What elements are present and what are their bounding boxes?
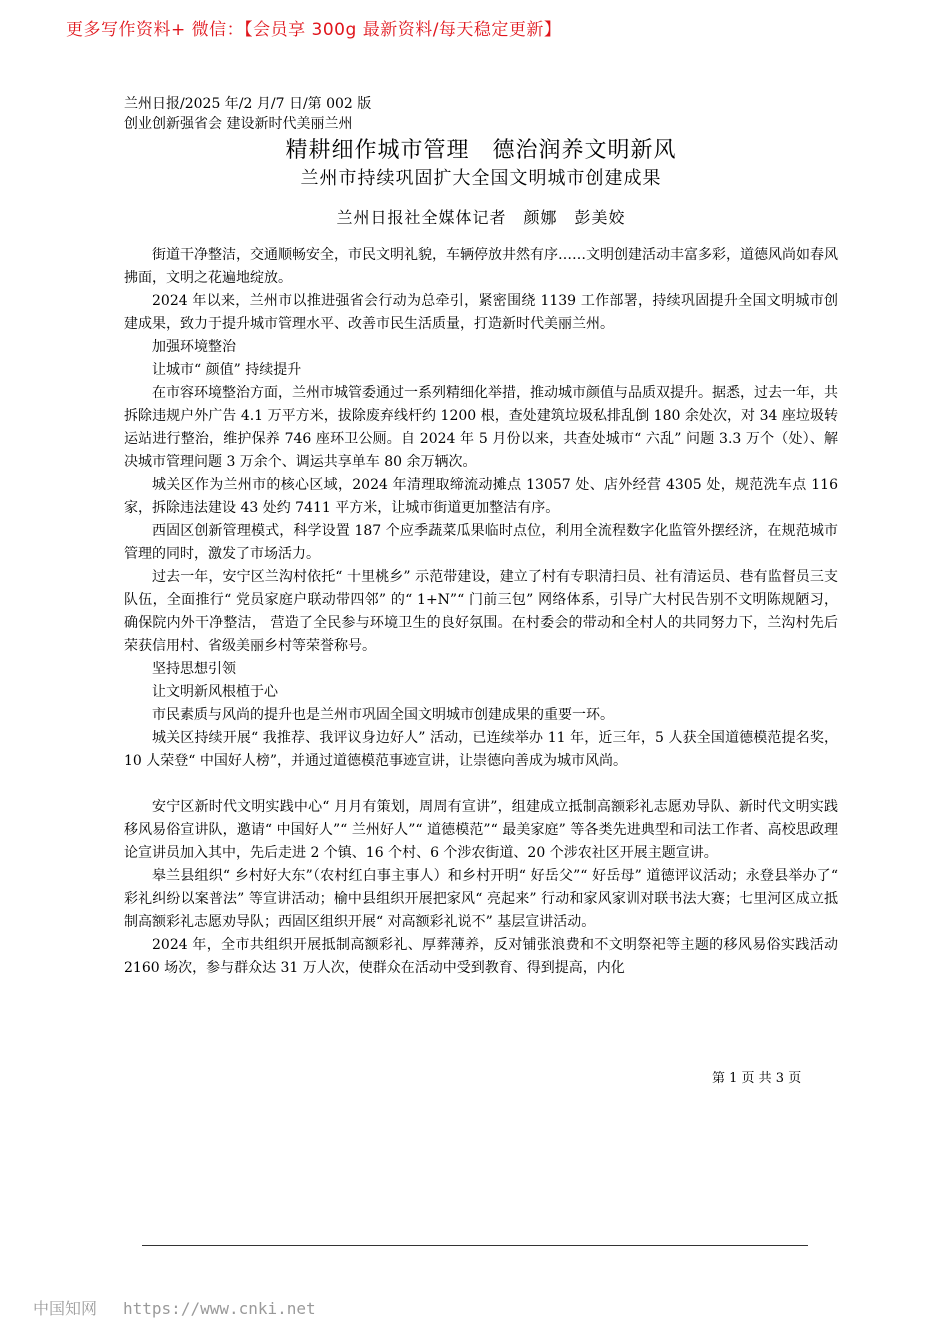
paragraph: 城关区作为兰州市的核心区域，2024 年清理取缔流动摊点 13057 处、店外经营 4305 处，规范洗车点 116 家，拆除违法建设 43 处约 7411 平方米，让城市街道更加整洁有序。 [124,477,838,516]
paragraph: 皋兰县组织“ 乡村好大东”（农村红白事主事人）和乡村开明“ 好岳父”“ 好岳母” 道德评议活动；永登县举办了“ 彩礼纠纷以案普法” 等宣讲活动；榆中县组织开展把家风“ 亮起来” 行动和家风家训对联书法大赛；七里河区成立抵制高额彩礼志愿劝导队；西固区组织开展“ 对高额彩礼说不” 基层宣讲活动。 [124,868,838,930]
footer-divider [142,1245,808,1246]
paragraph: 安宁区新时代文明实践中心“ 月月有策划，周周有宣讲”，组建成立抵制高额彩礼志愿劝导队、新时代文明实践移风易俗宣讲队，邀请“ 中国好人”“ 兰州好人”“ 道德模范”“ 最美家庭” 等各类先进典型和司法工作者、高校思政理论宣讲员加入其中，先后走进 2 个镇、16 个村、6 个涉农街道、20 个涉农社区开展主题宣讲。 [124,799,838,861]
paragraph: 2024 年，全市共组织开展抵制高额彩礼、厚葬薄养，反对铺张浪费和不文明祭祀等主题的移风易俗实践活动 2160 场次，参与群众达 31 万人次，使群众在活动中受到教育、得到提高，内化 [124,937,838,976]
headline-main: 精耕细作城市管理 德治润养文明新风 [285,138,677,163]
byline: 兰州日报社全媒体记者 颜娜 彭美姣 [336,208,626,227]
paragraph: 市民素质与风尚的提升也是兰州市巩固全国文明城市创建成果的重要一环。 [152,707,614,723]
watermark-name: 中国知网 [33,1299,98,1318]
article-body [124,244,838,980]
section-heading: 加强环境整治 [152,339,236,355]
article [124,94,838,980]
headline-sub: 兰州市持续巩固扩大全国文明城市创建成果 [300,168,662,189]
paragraph: 2024 年以来，兰州市以推进强省会行动为总牵引，紧密围绕 1139 工作部署，持续巩固提升全国文明城市创建成果，致力于提升城市管理水平、改善市民生活质量，打造新时代美丽兰州。 [124,293,838,332]
paragraph: 街道干净整洁，交通顺畅安全，市民文明礼貌，车辆停放井然有序……文明创建活动丰富多彩，道德风尚如春风拂面，文明之花遍地绽放。 [124,247,838,286]
promo-banner: 更多写作资料+ 微信：【会员享 300g 最新资料/每天稳定更新】 [66,20,562,40]
page-indicator: 第 1 页 共 3 页 [712,1071,802,1086]
watermark [33,1296,316,1319]
section-subheading: 让文明新风根植于心 [152,684,278,700]
paragraph: 在市容环境整治方面，兰州市城管委通过一系列精细化举措，推动城市颜值与品质双提升。据悉，过去一年，共拆除违规户外广告 4.1 万平方米，拔除废弃线杆约 1200 根，查处建筑垃圾私排乱倒 180 余处次，对 34 座垃圾转运站进行整治，维护保养 746 座环卫公厕。自 2024 年 5 月份以来，共查处城市“ 六乱” 问题 3.3 万个（处）、解决城市管理问题 3 万余个、调运共享单车 80 余万辆次。 [124,385,838,470]
section-heading: 坚持思想引领 [152,661,236,677]
watermark-url: https://www.cnki.net [123,1299,316,1318]
source-line: 兰州日报/2025 年/2 月/7 日/第 002 版 [124,96,372,112]
paragraph: 西固区创新管理模式，科学设置 187 个应季蔬菜瓜果临时点位，利用全流程数字化监管外摆经济，在规范城市管理的同时，激发了市场活力。 [124,523,838,562]
section-subheading: 让城市“ 颜值” 持续提升 [152,362,302,378]
column-name: 创业创新强省会 建设新时代美丽兰州 [124,116,353,132]
paragraph: 过去一年，安宁区兰沟村依托“ 十里桃乡” 示范带建设，建立了村有专职清扫员、社有清运员、巷有监督员三支队伍，全面推行“ 党员家庭户联动带四邻” 的“ 1+N”“ 门前三包” 网络体系，引导广大村民告别不文明陈规陋习， 确保院内外干净整洁， 营造了全民参与环境卫生的良好氛围。在村委会的带动和全村人的共同努力下，兰沟村先后荣获信用村、省级美丽乡村等荣誉称号。 [124,569,838,654]
paragraph: 城关区持续开展“ 我推荐、我评议身边好人” 活动，已连续举办 11 年，近三年，5 人获全国道德模范提名奖，10 人荣登“ 中国好人榜”，并通过道德模范事迹宣讲，让崇德向善成为城市风尚。 [124,730,838,769]
